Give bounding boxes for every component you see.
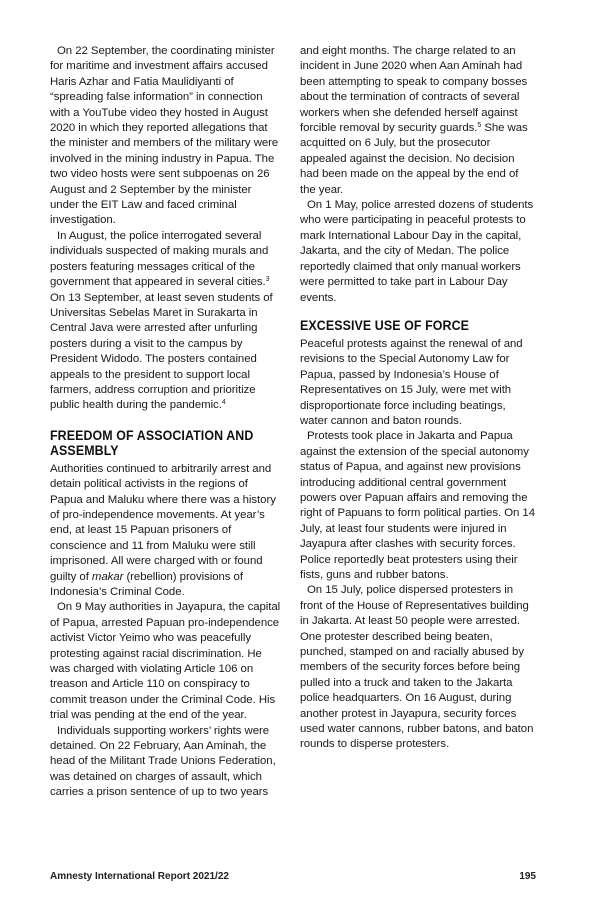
paragraph-murals-text: In August, the police interrogated several individuals suspected of making murals and posters featuring messages critical of the government that appeared in several cities.	[50, 229, 269, 289]
paragraph-political-activists	[50, 462, 283, 601]
paragraph-victor-yeimo: On 9 May authorities in Jayapura, the capital of Papua, arrested Papuan pro-independence activist Victor Yeimo who was peacefully protesting against racial discrimination. He was charged with violating Article 106 on treason and Article 110 on conspiracy to commit treason under the Criminal Code. His trial was pending at the end of the year.	[50, 601, 281, 722]
paragraph-july-dispersal: On 15 July, police dispersed protesters in front of the House of Representatives building in Jakarta. At least 50 people were arrested. One protester described being beaten, punched, stamped on and racially abused by members of the security forces before being pulled into a truck and taken to the Jakarta police headquarters. On 16 August, during another protest in Jayapura, security forces used water cannons, rubber batons, and baton rounds to disperse protesters.	[300, 584, 534, 751]
left-column	[50, 44, 283, 801]
footnote-ref-4[interactable]: 4	[221, 399, 226, 407]
heading-excessive-force: EXCESSIVE USE OF FORCE	[300, 317, 470, 333]
term-makar: makar	[91, 570, 124, 583]
footnote-ref-5[interactable]: 5	[477, 122, 482, 130]
heading-freedom-of-association: FREEDOM OF ASSOCIATION AND ASSEMBLY	[50, 427, 254, 458]
footer-report-title: Amnesty International Report 2021/22	[50, 871, 229, 882]
paragraph-murals-posters	[50, 229, 283, 414]
paragraph-haris-azhar: On 22 September, the coordinating minister for maritime and investment affairs accused Haris Azhar and Fatia Maulidiyanti of “spreading false information” in connection with a YouTube video they hosted in August 2020 in which they reported allegations that the minister and members of the military were involved in the mining industry in Papua. The two video hosts were sent subpoenas on 26 August and 2 September by the minister under the EIT Law and faced criminal investigation.	[50, 45, 279, 227]
paragraph-aminah-rest: She was acquitted on 6 July, but the prosecutor appealed against the decision. No decision had been made on the appeal by the end of the year.	[300, 122, 528, 196]
paragraph-aminah-text: and eight months. The charge related to an incident in June 2020 when Aan Aminah had been attempting to speak to company bosses about the termination of contracts of several workers when she defended herself against forcible removal by security guards.	[300, 45, 528, 135]
paragraph-aan-aminah	[300, 44, 536, 198]
paragraph-jakarta-papua-protests: Protests took place in Jakarta and Papua against the extension of the special autonomy status of Papua, and against new provisions introducing additional central government powers over Papuan affairs and removing the right of Papuans to form political parties. On 14 July, at least four students were injured in Jayapura after clashes with security forces. Police reportedly beat protesters using their fists, guns and rubber batons.	[300, 430, 535, 581]
paragraph-workers-rights: Individuals supporting workers’ rights were detained. On 22 February, Aan Aminah, the head of the Militant Trade Unions Federation, was detained on charges of assault, which carries a prison sentence of up to two years	[50, 724, 276, 799]
paragraph-activists-text-b: (rebellion) provisions of Indonesia’s Criminal Code.	[50, 570, 243, 598]
paragraph-activists-text-a: Authorities continued to arbitrarily arrest and detain political activists in the regions of Papua and Maluku where there was a history of pro-independence movements. At year’s end, at least 15 Papuan prisoners of conscience and 11 from Maluku were still imprisoned. All were charged with or found guilty of	[50, 462, 276, 583]
paragraph-labour-day: On 1 May, police arrested dozens of students who were participating in peaceful protests to mark International Labour Day in the capital, Jakarta, and the city of Medan. The police reportedly claimed that only manual workers were permitted to take part in Labour Day events.	[300, 199, 534, 304]
paragraph-special-autonomy: Peaceful protests against the renewal of and revisions to the Special Autonomy Law for Papua, passed by Indonesia’s House of Representatives on 15 July, were met with disproportionate force including beatings, water cannon and baton rounds.	[300, 337, 523, 427]
footnote-ref-3[interactable]: 3	[265, 276, 270, 284]
right-column	[300, 44, 536, 753]
paragraph-students-text: On 13 September, at least seven students of Universitas Sebelas Maret in Surakarta in Central Java were arrested after unfurling posters during a visit to the campus by President Widodo. The posters contained appeals to the president to support local farmers, address corruption and prioritize public health during the pandemic.	[50, 291, 273, 412]
page-number: 195	[519, 871, 536, 882]
